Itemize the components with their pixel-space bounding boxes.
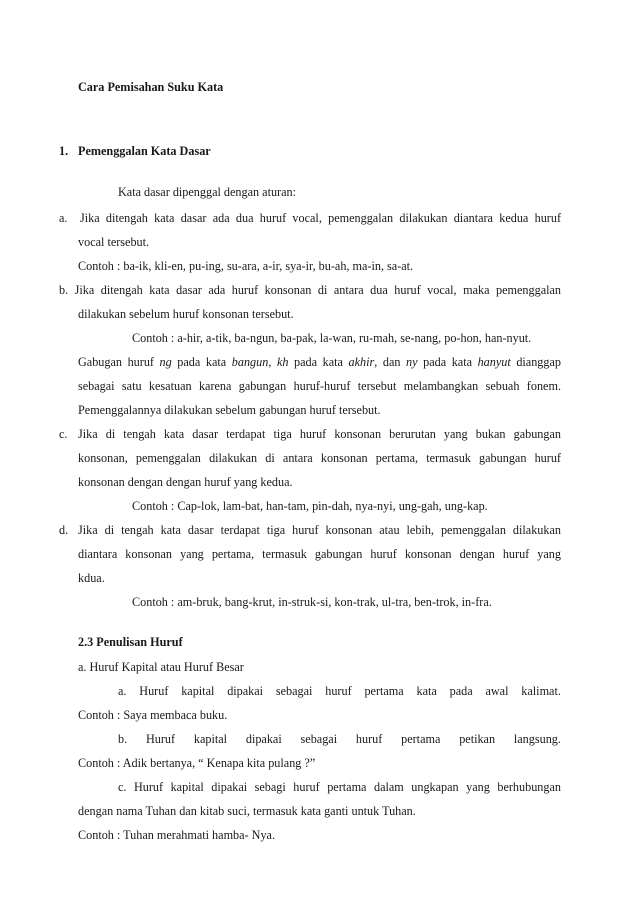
section-heading: 2.3 Penulisan Huruf [78, 635, 183, 649]
word: huruf [325, 684, 352, 698]
paragraph-line: konsonan dengan dengan huruf yang kedua. [78, 475, 293, 489]
example-line: Contoh : ba-ik, kli-en, pu-ing, su-ara, a-ir, sya-ir, bu-ah, ma-in, sa-at. [78, 259, 414, 273]
word: petikan [459, 732, 496, 746]
word: langsung. [513, 732, 561, 746]
item-marker: d. [59, 523, 69, 537]
word: a. [118, 684, 127, 698]
paragraph-line: dengan nama Tuhan dan kitab suci, termasuk kata ganti untuk Tuhan. [78, 804, 416, 818]
example-line: Contoh : Tuhan merahmati hamba- Nya. [78, 828, 276, 842]
example-line: Contoh : Adik bertanya, “ Kenapa kita pulang ?” [78, 756, 316, 770]
italic-term: hanyut [477, 355, 511, 369]
section-intro: Kata dasar dipenggal dengan aturan: [118, 185, 296, 199]
word: awal [485, 684, 509, 698]
word: kata [416, 684, 437, 698]
example-line: Contoh : a-hir, a-tik, ba-ngun, ba-pak, la-wan, ru-mah, se-nang, po-hon, han-nyut. [132, 331, 532, 345]
text-span: Gabugan huruf [78, 355, 160, 369]
paragraph-line: sebagai satu kesatuan karena gabungan huruf-huruf tersebut melambangkan sebuah fonem. [78, 379, 561, 393]
word: dipakai [227, 684, 264, 698]
italic-term: bangun [231, 355, 269, 369]
word: Huruf [139, 684, 169, 698]
text-span: , [268, 355, 277, 369]
italic-term: akhir [348, 355, 375, 369]
section-heading: Pemenggalan Kata Dasar [78, 144, 211, 158]
text-span: pada kata [288, 355, 349, 369]
word: pertama [401, 732, 441, 746]
subsection-heading: a. Huruf Kapital atau Huruf Besar [78, 660, 244, 674]
paragraph-line [118, 683, 561, 699]
paragraph-line: dilakukan sebelum huruf konsonan tersebut. [78, 307, 294, 321]
word: kalimat. [521, 684, 561, 698]
italic-term: kh [276, 355, 289, 369]
example-line: Contoh : Saya membaca buku. [78, 708, 228, 722]
word: kapital [181, 684, 215, 698]
text-span: pada kata [417, 355, 478, 369]
section-number: 1. [59, 144, 69, 158]
word: dipakai [245, 732, 282, 746]
paragraph-line: diantara konsonan yang pertama, termasuk gabungan huruf konsonan dengan huruf yang [78, 547, 561, 561]
paragraph-line: Pemenggalannya dilakukan sebelum gabungan huruf tersebut. [78, 403, 381, 417]
paragraph-line: kdua. [78, 571, 105, 585]
paragraph-line: konsonan, pemenggalan dilakukan di antara konsonan pertama, termasuk gabungan huruf [78, 451, 561, 465]
text-span: , dan [374, 355, 407, 369]
paragraph-line: b. Jika ditengah kata dasar ada huruf konsonan di antara dua huruf vocal, maka pemenggalan [59, 283, 561, 297]
paragraph-line: c. Huruf kapital dipakai sebagi huruf pertama dalam ungkapan yang berhubungan [118, 780, 561, 794]
page-title: Cara Pemisahan Suku Kata [78, 80, 224, 94]
word: pada [449, 684, 473, 698]
paragraph-line [78, 354, 561, 370]
paragraph-line: vocal tersebut. [78, 235, 150, 249]
word: b. [118, 732, 128, 746]
italic-term: ng [159, 355, 172, 369]
item-marker: a. [59, 211, 68, 225]
word: sebagai [275, 684, 313, 698]
paragraph-line [118, 731, 561, 747]
paragraph-line: Jika ditengah kata dasar ada dua huruf vocal, pemenggalan dilakukan diantara kedua huruf [80, 211, 561, 225]
text-span: dianggap [510, 355, 561, 369]
text-span: pada kata [171, 355, 232, 369]
item-marker: c. [59, 427, 68, 441]
word: huruf [355, 732, 383, 746]
italic-term: ny [406, 355, 418, 369]
example-line: Contoh : am-bruk, bang-krut, in-struk-si, kon-trak, ul-tra, ben-trok, in-fra. [132, 595, 492, 609]
word: pertama [364, 684, 404, 698]
word: sebagai [300, 732, 338, 746]
word: kapital [193, 732, 228, 746]
word: Huruf [145, 732, 176, 746]
paragraph-line: Jika di tengah kata dasar terdapat tiga huruf konsonan atau lebih, pemenggalan dilakukan [78, 523, 561, 537]
paragraph-line: Jika di tengah kata dasar terdapat tiga huruf konsonan berurutan yang bukan gabungan [78, 427, 561, 441]
example-line: Contoh : Cap-lok, lam-bat, han-tam, pin-dah, nya-nyi, ung-gah, ung-kap. [132, 499, 488, 513]
